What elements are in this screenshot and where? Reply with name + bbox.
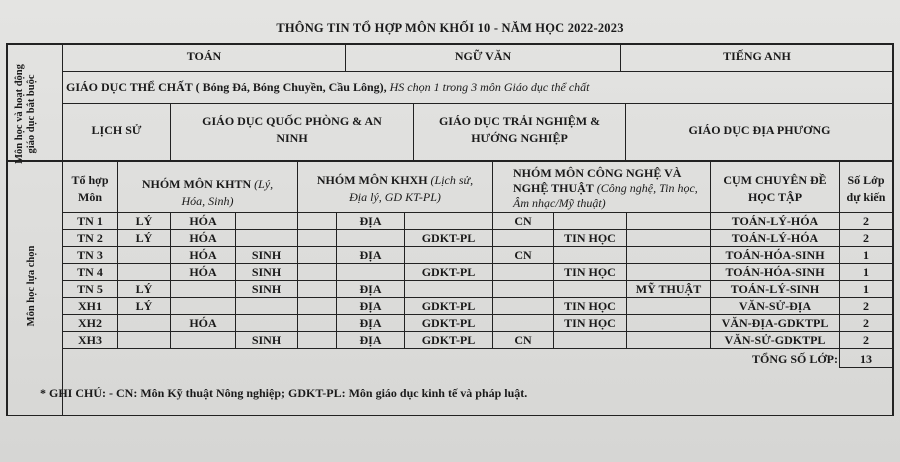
total-label: TỔNG SỐ LỚP: (752, 352, 839, 366)
cell-combo: XH2 (78, 316, 102, 330)
cell-informatics: TIN HỌC (564, 231, 616, 245)
cell-chemistry: HÓA (189, 214, 217, 228)
cell-cluster: TOÁN-LÝ-SINH (730, 282, 820, 296)
header-cluster-2: HỌC TẬP (747, 190, 803, 204)
rule (839, 367, 894, 368)
cell-economics-law: GDKT-PL (421, 265, 476, 279)
cell-combo: XH1 (78, 299, 102, 313)
cell-biology: SINH (251, 333, 282, 347)
rule (62, 348, 894, 349)
rule (62, 212, 894, 213)
rule (62, 103, 894, 104)
rule (6, 43, 8, 415)
cell-class-count: 2 (863, 231, 869, 245)
pe-row (66, 80, 590, 94)
cell-economics-law: GDKT-PL (421, 316, 476, 330)
cell-geography: ĐỊA (359, 214, 382, 228)
rule (62, 297, 894, 298)
header-count-1: Số Lớp (847, 173, 885, 187)
cell-informatics: TIN HỌC (564, 316, 616, 330)
cell-class-count: 1 (863, 265, 869, 279)
subject-local: GIÁO DỤC ĐỊA PHƯƠNG (688, 123, 831, 137)
rule (62, 246, 894, 247)
subject-experience-2: HƯỚNG NGHIỆP (471, 131, 568, 145)
header-count-2: dự kiến (846, 190, 886, 204)
cell-cluster: VĂN-SỬ-ĐỊA (738, 299, 812, 313)
subject-literature: NGỮ VĂN (454, 49, 512, 63)
elective-side-label: Môn học lựa chọn (26, 245, 37, 327)
header-khtn-note: (Lý, (254, 177, 274, 191)
cell-class-count: 1 (863, 282, 869, 296)
cell-combo: TN 4 (77, 265, 103, 279)
cell-informatics: TIN HỌC (564, 299, 616, 313)
cell-combo: TN 1 (77, 214, 103, 228)
rule (6, 160, 894, 162)
header-khxh-note: (Lịch sử, (430, 173, 474, 187)
cell-technology: CN (514, 333, 532, 347)
cell-physics: LÝ (135, 231, 153, 245)
page-title: THÔNG TIN TỔ HỢP MÔN KHỐI 10 - NĂM HỌC 2022-2023 (276, 21, 624, 35)
cell-combo: TN 3 (77, 248, 103, 262)
cell-class-count: 2 (863, 214, 869, 228)
cell-biology: SINH (251, 265, 282, 279)
cell-geography: ĐỊA (359, 248, 382, 262)
subject-experience-1: GIÁO DỤC TRẢI NGHIỆM & (438, 114, 601, 128)
cell-chemistry: HÓA (189, 265, 217, 279)
total-value: 13 (860, 352, 872, 366)
mandatory-side-label: Môn học và hoạt động giáo dục bắt buộc (14, 64, 37, 164)
cell-class-count: 1 (863, 248, 869, 262)
cell-combo: XH3 (78, 333, 102, 347)
cell-technology: CN (514, 214, 532, 228)
cell-cluster: VĂN-SỬ-GDKTPL (724, 333, 826, 347)
cell-informatics: TIN HỌC (564, 265, 616, 279)
header-cn-2 (513, 181, 698, 195)
header-khxh-label: NHÓM MÔN KHXH (316, 173, 428, 187)
footnote: * GHI CHÚ: - CN: Môn Kỹ thuật Nông nghiệp; GDKT-PL: Môn giáo dục kinh tế và pháp luật. (40, 386, 528, 400)
cell-physics: LÝ (135, 214, 153, 228)
cell-cluster: TOÁN-LÝ-HÓA (731, 214, 819, 228)
cell-technology: CN (514, 248, 532, 262)
rule (62, 280, 894, 281)
rule (62, 314, 894, 315)
pe-label: GIÁO DỤC THỂ CHẤT ( Bóng Đá, Bóng Chuyền, Cầu Lông), (66, 80, 387, 94)
header-khtn-2: Hóa, Sinh) (181, 194, 234, 208)
header-khtn-1 (118, 177, 297, 191)
cell-class-count: 2 (863, 316, 869, 330)
cell-economics-law: GDKT-PL (421, 333, 476, 347)
cell-biology: SINH (251, 248, 282, 262)
pe-note: HS chọn 1 trong 3 môn Giáo dục thể chất (389, 80, 590, 94)
rule (62, 71, 894, 72)
cell-geography: ĐỊA (359, 282, 382, 296)
cell-economics-law: GDKT-PL (421, 299, 476, 313)
cell-geography: ĐỊA (359, 299, 382, 313)
cell-economics-law: GDKT-PL (421, 231, 476, 245)
header-khtn-label: NHÓM MÔN KHTN (141, 177, 252, 191)
cell-cluster: VĂN-ĐỊA-GDKTPL (721, 316, 829, 330)
cell-cluster: TOÁN-HÓA-SINH (725, 265, 825, 279)
header-khxh-1 (298, 173, 492, 187)
subject-history: LỊCH SỬ (91, 123, 142, 137)
rule (6, 43, 894, 45)
cell-physics: LÝ (135, 299, 153, 313)
header-cn-note: (Công nghệ, Tin học, (596, 181, 698, 195)
subject-defense-1: GIÁO DỤC QUỐC PHÒNG & AN (202, 114, 382, 128)
cell-combo: TN 5 (77, 282, 103, 296)
cell-chemistry: HÓA (189, 248, 217, 262)
rule (62, 263, 894, 264)
header-combo-2: Môn (78, 190, 102, 204)
header-cn-1: NHÓM MÔN CÔNG NGHỆ VÀ (513, 166, 682, 180)
cell-combo: TN 2 (77, 231, 103, 245)
subject-english: TIẾNG ANH (723, 49, 791, 63)
header-cluster-1: CỤM CHUYÊN ĐỀ (723, 173, 827, 187)
subject-math: TOÁN (186, 49, 222, 63)
header-combo-1: Tổ hợp (71, 173, 109, 187)
cell-fine-arts: MỸ THUẬT (635, 282, 702, 296)
cell-class-count: 2 (863, 333, 869, 347)
cell-geography: ĐỊA (359, 333, 382, 347)
cell-biology: SINH (251, 282, 282, 296)
cell-chemistry: HÓA (189, 231, 217, 245)
rule (297, 161, 298, 348)
rule (6, 415, 894, 416)
header-cn-label: NGHỆ THUẬT (513, 181, 594, 195)
cell-cluster: TOÁN-HÓA-SINH (725, 248, 825, 262)
cell-geography: ĐỊA (359, 316, 382, 330)
cell-chemistry: HÓA (189, 316, 217, 330)
subject-defense-2: NINH (276, 131, 308, 145)
header-cn-3: Âm nhạc/Mỹ thuật) (513, 196, 606, 210)
rule (117, 161, 118, 348)
rule (62, 331, 894, 332)
header-khxh-2: Địa lý, GD KT-PL) (349, 190, 441, 204)
rule (62, 229, 894, 230)
cell-class-count: 2 (863, 299, 869, 313)
cell-physics: LÝ (135, 282, 153, 296)
cell-cluster: TOÁN-LÝ-HÓA (731, 231, 819, 245)
